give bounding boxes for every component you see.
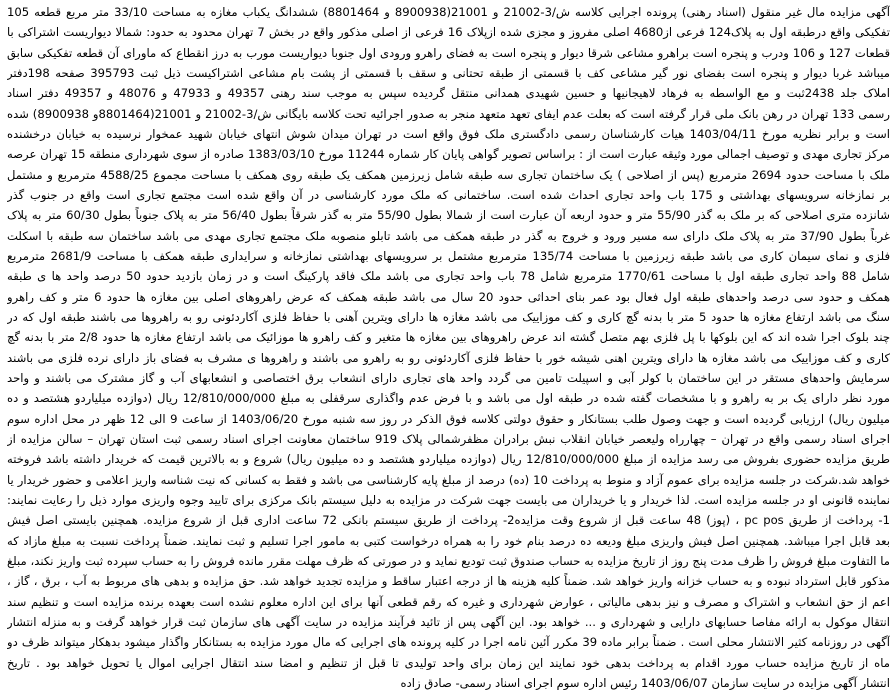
notice-line: میباشد غربا دیوار و پنجره است بفضای نور گیر مشاعی کف با قسمتی از طبقه تحتانی و سقف با قسمتی از پشت بام مشاعی اشتراکیست ذیل ثبت 395793 صفحه 198دفتر — [7, 65, 890, 80]
notice-line: 1- پرداخت از طریق pc pos ، (پوز) 48 ساعت قبل از شروع وقت مزایده2- پرداخت از طریق سیستم بانکی 72 ساعت اداری قبل از شروع مزایده. همچنین بایستی اصل فیش — [7, 513, 890, 528]
notice-line: سرمایش واحدهای مستقر در این ساختمان با کولر آبی و اسپیلت تامین می گردد واحد های تجاری دارای انشعاب برق اختصاصی و انشعابهای آب و گاز مشترک می باشند و واحد — [7, 370, 890, 385]
notice-line: سنگ می باشد ارتفاع مغازه ها حدود 5 متر با بدنه گچ کاری و کف موزاییک می باشد مغازه ها دارای ویترین آهنی با حفاظ فلزی آکاردئونی رو به راهروها می باشند طبقه اول که در — [7, 309, 890, 324]
notice-line: قطعات 127 و 106 ودرب و پنجره است براهرو مشاعی شرقا دیوار و پنجره است به فضای راهرو ورودی اول جنوبا دیواریست مورب به درز انقطاع که ماورای آن قطعه تفکیکی سابق — [7, 45, 890, 60]
notice-line: انتقال موکول به ارائه مفاصا حسابهای دارایی و شهرداری و ... خواهد بود. این آگهی پس از تائید فرآیند مزایده در سایت آگهی های سازمان ثبت قرار خواهد گرفت و به منزله انتشار — [7, 614, 890, 629]
notice-line: نماینده قانونی او در جلسه مزایده است. لذا خریدار و یا خریداران می بایست جهت شرکت در مزایده به دلیل سیستم بانک مرکزی برای تایید وجوه واریزی موارد ذیل را رعایت نمایند: — [7, 492, 890, 507]
notice-line: آگهی مزایده مال غیر منقول (اسناد رهنی) پرونده اجرایی کلاسه ش/3-21002 و 21001(8900938 و 8801464) ششدانگ یکباب مغازه به مساحت 33/10 متر مربع قطعه 105 — [7, 5, 890, 19]
notice-line: غرباً بطول 37/90 متر به پلاک ملک دارای سه مسیر ورود و خروج به گذر در طبقه همکف می باشد تابلو منصوبه ملک مجتمع تجاری مهدی می باشد ساختمان سه طبقه با اسکلت — [7, 228, 890, 243]
notice-line: کاری و کف موزاییک می باشد مغازه ها دارای ویترین اهنی شیشه خور با حفاظ فلزی آکاردئونی رو به راهرو می باشند و راهروها ی مشرف به فضای باز دارای نرده فلزی می باشند — [7, 350, 890, 365]
notice-line: همکف و حدود سی درصد واحدهای طبقه اول فعال بود عمر بنای احداثی حدود 20 سال می باشد طبقه همکف که عرض راهروهای اصلی بین مغازه ها حدود 6 متر و کف راهرو — [7, 289, 890, 304]
notice-line: اجرای اسناد رسمی واقع در تهران – چهارراه ولیعصر خیابان انقلاب نبش برادران مظفرشمالی پلاک 919 ساختمان معاونت اجرای اسناد رسمی ثبت استان تهران – سالن مزایده از — [7, 431, 890, 446]
notice-line: ملک با مساحت حدود 2694 مترمربع (پس از اصلاحی ) یک ساختمان تجاری سه طبقه شامل زیرزمین همکف یک طبقه روی همکف با مساحت مجموع 4588/25 مترمربع و مشتمل — [7, 167, 890, 182]
notice-line: میلیون ریال) ارزیابی گردیده است و جهت وصول طلب بستانکار و حقوق دولتی کلاسه فوق الذکر در روز سه شنبه مورخ 1403/06/20 از ساعت 9 الی 12 ظهر در محل اداره سوم — [7, 411, 890, 426]
notice-line: فلزی و نمای سیمان کاری می باشد طبقه زیرزمین با مساحت 135/74 مترمربع مشتمل بر سرویسهای بهداشتی نمازخانه و سرایداری طبقه همکف با مساحت 2681/9 مترمربع — [7, 248, 890, 263]
notice-line: ماه از تاریخ مزایده حساب مورد اقدام به پرداخت بدهی خود نمایند این زمان برای واحد تولیدی تا قبل از تنظیم و امضا سند انتقال اجرایی اموال یا تحویل خواهد بود . تاریخ — [7, 655, 890, 670]
notice-line: ما التفاوت مبلغ فروش را ظرف مدت پنج روز از تاریخ مزایده به حساب صندوق ثبت تودیع نماید و در صورتی که ظرف مهلت مقرر مانده فروش را به حساب سپرده ثبت واریز نکند، مبلغ — [7, 553, 890, 568]
notice-line: چند بلوک اجرا شده اند که این بلوکها با پل فلزی بهم متصل گشته اند عرض راهروهای بین مغازه ها متغیر و کف راهرو ها موزائیک می باشد ارتفاع مغازه ها حدود 2/8 متر با بدنه گچ — [7, 330, 890, 345]
notice-line: مذکور قابل استرداد نبوده و به حساب خزانه واریز خواهد شد. ضمناً کلیه هزینه ها از درجه اعتبار ساقط و مزایده تجدید خواهد شد. حق مزایده و بدهی های مربوط به آب ، برق ، گاز ، — [7, 574, 890, 589]
notice-line: اعم از حق انشعاب و اشتراک و مصرف و نیز بدهی مالیاتی ، عوارض شهرداری و غیره که رقم قطعی آنها برای این اداره معلوم نشده است بعهده برنده مزایده است و تنظیم سند — [7, 594, 890, 609]
notice-line: آگهی در روزنامه کثیر الانتشار محلی است . ضمناً برابر ماده 39 مکرر آئین نامه اجرا در کلیه پرونده های اجرایی که مال مورد مزایده به بستانکار واگذار میشود بدهکار میتواند ظرف دو — [7, 635, 890, 650]
notice-line: تفکیکی واقع درطبقه اول به پلاک124 فرعی از4680 اصلی مفروز و مجزی شده ازپلاک 16 فرعی از اصلی مذکور واقع در بخش 7 تهران محدود به حدود: شمالا دیواریست اشتراکی با — [7, 25, 890, 40]
notice-line: بر نمازخانه سرویسهای بهداشتی و 175 باب واحد تجاری احداث شده است. ساختمانی که ملک مورد کارشناسی در آن واقع شده است مجتمع تجاری است واقع در جنوب گذر — [7, 187, 890, 202]
notice-line: خواهد شد.شرکت در جلسه مزایده برای عموم آزاد و منوط به پرداخت 10 (ده) درصد از مبلغ پایه کارشناسی می باشد و فقط به کسانی که نیت شناسه واریز اعلامی و حضور خریدار یا — [7, 472, 890, 487]
notice-line: مرکز تجاری مهدی و توصیف اجمالی مورد وثیقه عبارت است از : براساس تصویر گواهی پایان کار شماره 11244 مورخ 1383/03/10 صادره از سوی شهرداری منطقه 15 تهران عرصه — [7, 147, 890, 162]
notice-line: است و برابر نظریه مورخ 1403/04/11 هیات کارشناسان رسمی دادگستری ملک فوق واقع است در تهران میدان شوش انتهای خیابان شهید عمخوار نرسیده به خیابان درخشنده — [7, 126, 890, 141]
notice-line: مورد نظر دارای یک بر به راهرو و با مشخصات گفته شده در طبقه اول می باشد و با فرض عدم واگذاری سرقفلی به مبلغ 12/810/000/000 ریال (دوازده میلیاردو هشتصد و ده — [7, 391, 890, 406]
notice-line: انتشار آگهی مزایده در سایت سازمان 1403/06/07 رئیس اداره سوم اجرای اسناد رسمی- صادق زاده — [400, 675, 890, 690]
notice-line: بعد قابل اجرا میباشد. همچنین اصل فیش واریزی مبلغ ودیعه ده درصد بنام خود را به همراه درخواست کتبی به مامور اجرا تسلیم و ثبت نمایند. ضمناً پرداخت نسبت به مبلغ مازاد که — [7, 533, 890, 548]
notice-line: رسمی 133 تهران در رهن بانک ملی قرار گرفته است که بعلت عدم ایفای تعهد متعهد منجر به صدور اجرائیه تحت کلاسه بایگانی ش/3-21002 و 21001(8801464و 8900938) شده — [7, 106, 890, 121]
notice-line: املاک جلد 2438ثبت و مع الواسطه به فرهاد لاهیجانیها و حسین شهیدی همدانی منتقل گردیده سپس به موجب سند رهنی 49357 و 47933 و 48076 و 49357 دفتر اسناد — [7, 86, 890, 101]
notice-line: شانزده متری اصلاحی که بر ملک به گذر 55/90 متر و حدود اربعه آن عبارت است از شمالا بطول 55/90 متر به گذر شرقاً بطول 56/40 متر به پلاک جنوباً بطول 60/30 متر به پلاک — [7, 208, 890, 223]
notice-line: شامل 88 واحد تجاری طبقه اول با مساحت 1770/61 مترمربع شامل 78 باب واحد تجاری می باشد ملک فاقد پارکینگ است و در زمان بازدید حدود 50 درصد واحد ها ی طبقه — [7, 269, 890, 284]
notice-line: طریق مزایده حضوری بفروش می رسد مزایده از مبلغ 12/810/000/000 ریال (دوازده میلیاردو هشتصد و ده میلیون ریال) شروع و به بالاترین قیمت که خریدار داشته باشد فروخته — [7, 452, 890, 467]
